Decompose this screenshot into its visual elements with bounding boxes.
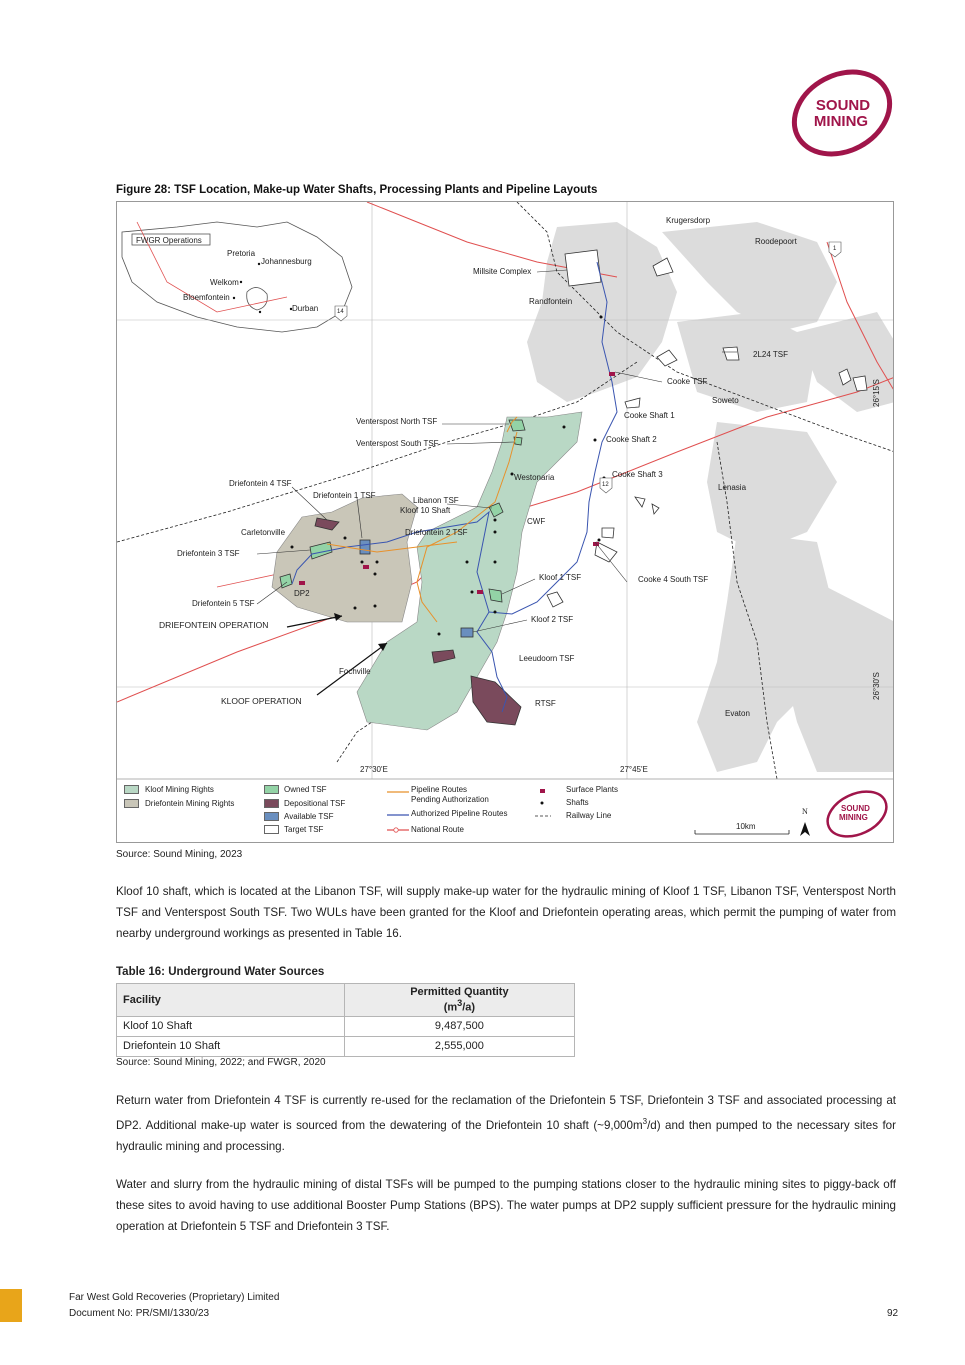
town-label: Carletonville (241, 528, 286, 537)
tsf-label: RTSF (535, 699, 556, 708)
legend-swatch-target (264, 825, 279, 834)
tsf-label: Driefontein 3 TSF (177, 549, 240, 558)
tsf-label: Venterspost South TSF (356, 439, 439, 448)
table-header: Facility (117, 984, 345, 1017)
legend-swatch-depositional (264, 799, 279, 808)
tsf-label: Leeudoorn TSF (519, 654, 575, 663)
footer-company: Far West Gold Recoveries (Proprietary) Limited (69, 1292, 280, 1303)
city-label: Bloemfontein (183, 293, 230, 302)
tsf-label: Kloof 1 TSF (539, 573, 582, 582)
svg-text:MINING: MINING (813, 113, 869, 130)
legend-swatch-owned (264, 785, 279, 794)
page-number: 92 (887, 1308, 899, 1319)
legend-swatch-driefontein (124, 799, 139, 808)
sound-mining-logo (785, 66, 900, 161)
city-label: Pretoria (227, 249, 256, 258)
legend-logo-text: SOUND (841, 804, 870, 813)
tsf-label: Kloof 10 Shaft (400, 506, 451, 515)
operation-label: KLOOF OPERATION (221, 696, 302, 706)
table-cell: Driefontein 10 Shaft (117, 1036, 345, 1056)
city-label: Welkom (210, 278, 239, 287)
paragraph: Kloof 10 shaft, which is located at the Libanon TSF, will supply make-up water for the hydraulic mining of Kloof 1 TSF, Libanon TSF, Venterspost North TSF and Venterspost South TSF. Two WULs have been granted for the Kloof and Driefontein operating areas, which permit the pumping of water from nearby underground workings as presented in Table 16. (116, 885, 896, 940)
table-cell: 2,555,000 (344, 1036, 574, 1056)
table-cell: 9,487,500 (344, 1016, 574, 1036)
tsf-label: Cooke 4 South TSF (638, 575, 709, 584)
town-label: Randfontein (529, 297, 573, 306)
town-label: Millsite Complex (473, 267, 532, 276)
legend-label: Available TSF (284, 812, 334, 821)
paragraph: Water and slurry from the hydraulic mining of distal TSFs will be pumped to the pumping stations closer to the hydraulic mining sites to piggy-back off these sites to avoid having to use additional Booster Pump Stations (BPS). The water pumps at DP2 supply sufficient pressure for the hydraulic mining operation at Driefontein 5 TSF and Driefontein 3 TSF. (116, 1178, 896, 1233)
legend-label: Shafts (566, 798, 589, 807)
city-label: Durban (292, 304, 319, 313)
legend-label: National Route (411, 825, 464, 834)
paragraph: Return water from Driefontein 4 TSF is currently re-used for the reclamation of the Driefontein 5 TSF, Driefontein 3 TSF and associated processing at DP2. Additional make-up water is sourced from the dewatering of the Driefontein 10 shaft $(\sim 9,000m^3/d)$ and then pumped to the necessary sites for hydraulic mining and processing. (116, 1094, 896, 1153)
tsf-label: 2L24 TSF (753, 350, 788, 359)
svg-text:SOUND: SOUND (815, 97, 871, 114)
tsf-label: Cooke Shaft 3 (612, 470, 663, 479)
tsf-label: Driefontein 2 TSF (405, 528, 468, 537)
route-number: 1 (833, 246, 837, 252)
tsf-label: Kloof 2 TSF (531, 615, 574, 624)
legend-label: Depositional TSF (284, 799, 346, 808)
legend-label: Target TSF (284, 825, 324, 834)
town-label: Evaton (725, 709, 750, 718)
table-row (117, 1036, 575, 1056)
town-label: Soweto (712, 396, 739, 405)
latitude-label: 26°15'S (872, 379, 881, 407)
figure-title: Figure 28: TSF Location, Make-up Water Shafts, Processing Plants and Pipeline Layouts (116, 184, 598, 196)
tsf-label: DP2 (294, 589, 310, 598)
tsf-label: Cooke Shaft 2 (606, 435, 657, 444)
legend-label: Surface Plants (566, 785, 619, 794)
town-label: Roodepoort (755, 237, 797, 246)
legend-swatch-available (264, 812, 279, 821)
north-arrow-icon: N (802, 807, 808, 816)
longitude-label: 27°30'E (360, 765, 388, 774)
legend-label: Driefontein Mining Rights (145, 799, 235, 808)
route-number: 14 (337, 309, 344, 315)
table-header: Permitted Quantity $(m^3/a)$ (344, 984, 574, 1017)
tsf-label: CWF (527, 517, 546, 526)
legend-label: Pending Authorization (411, 795, 489, 804)
table-cell: Kloof 10 Shaft (117, 1016, 345, 1036)
footer-document-number: Document No: PR/SMI/1330/23 (69, 1308, 210, 1319)
legend-label: Railway Line (566, 811, 612, 820)
latitude-label: 26°30'S (872, 672, 881, 700)
legend-swatch-kloof (124, 785, 139, 794)
water-sources-table (116, 983, 575, 1057)
route-number: 12 (602, 482, 609, 488)
legend-logo-text: MINING (839, 813, 868, 822)
longitude-label: 27°45'E (620, 765, 648, 774)
operation-label: DRIEFONTEIN OPERATION (159, 620, 269, 630)
figure-source: Source: Sound Mining, 2023 (116, 849, 243, 860)
table-row (117, 1016, 575, 1036)
tsf-label: Libanon TSF (413, 496, 459, 505)
map-figure (116, 201, 894, 843)
legend-label: Owned TSF (284, 785, 327, 794)
table-source: Source: Sound Mining, 2022; and FWGR, 2020 (116, 1057, 326, 1068)
city-label: Johannesburg (261, 257, 312, 266)
table-title: Table 16: Underground Water Sources (116, 966, 325, 978)
tsf-label: Venterspost North TSF (356, 417, 438, 426)
tsf-label: Driefontein 4 TSF (229, 479, 292, 488)
scale-bar-label: 10km (736, 822, 756, 831)
legend-label: Authorized Pipeline Routes (411, 809, 508, 818)
town-label: Lenasia (718, 483, 747, 492)
footer-tab (0, 1289, 22, 1322)
town-label: Westonaria (514, 473, 555, 482)
town-label: Krugersdorp (666, 216, 711, 225)
tsf-label: Cooke TSF (667, 377, 708, 386)
legend-label: Pipeline Routes (411, 785, 468, 794)
town-label: Fochville (339, 667, 371, 676)
inset-label: FWGR Operations (136, 236, 202, 245)
legend-label: Kloof Mining Rights (145, 785, 214, 794)
tsf-label: Driefontein 1 TSF (313, 491, 376, 500)
tsf-label: Driefontein 5 TSF (192, 599, 255, 608)
tsf-label: Cooke Shaft 1 (624, 411, 675, 420)
